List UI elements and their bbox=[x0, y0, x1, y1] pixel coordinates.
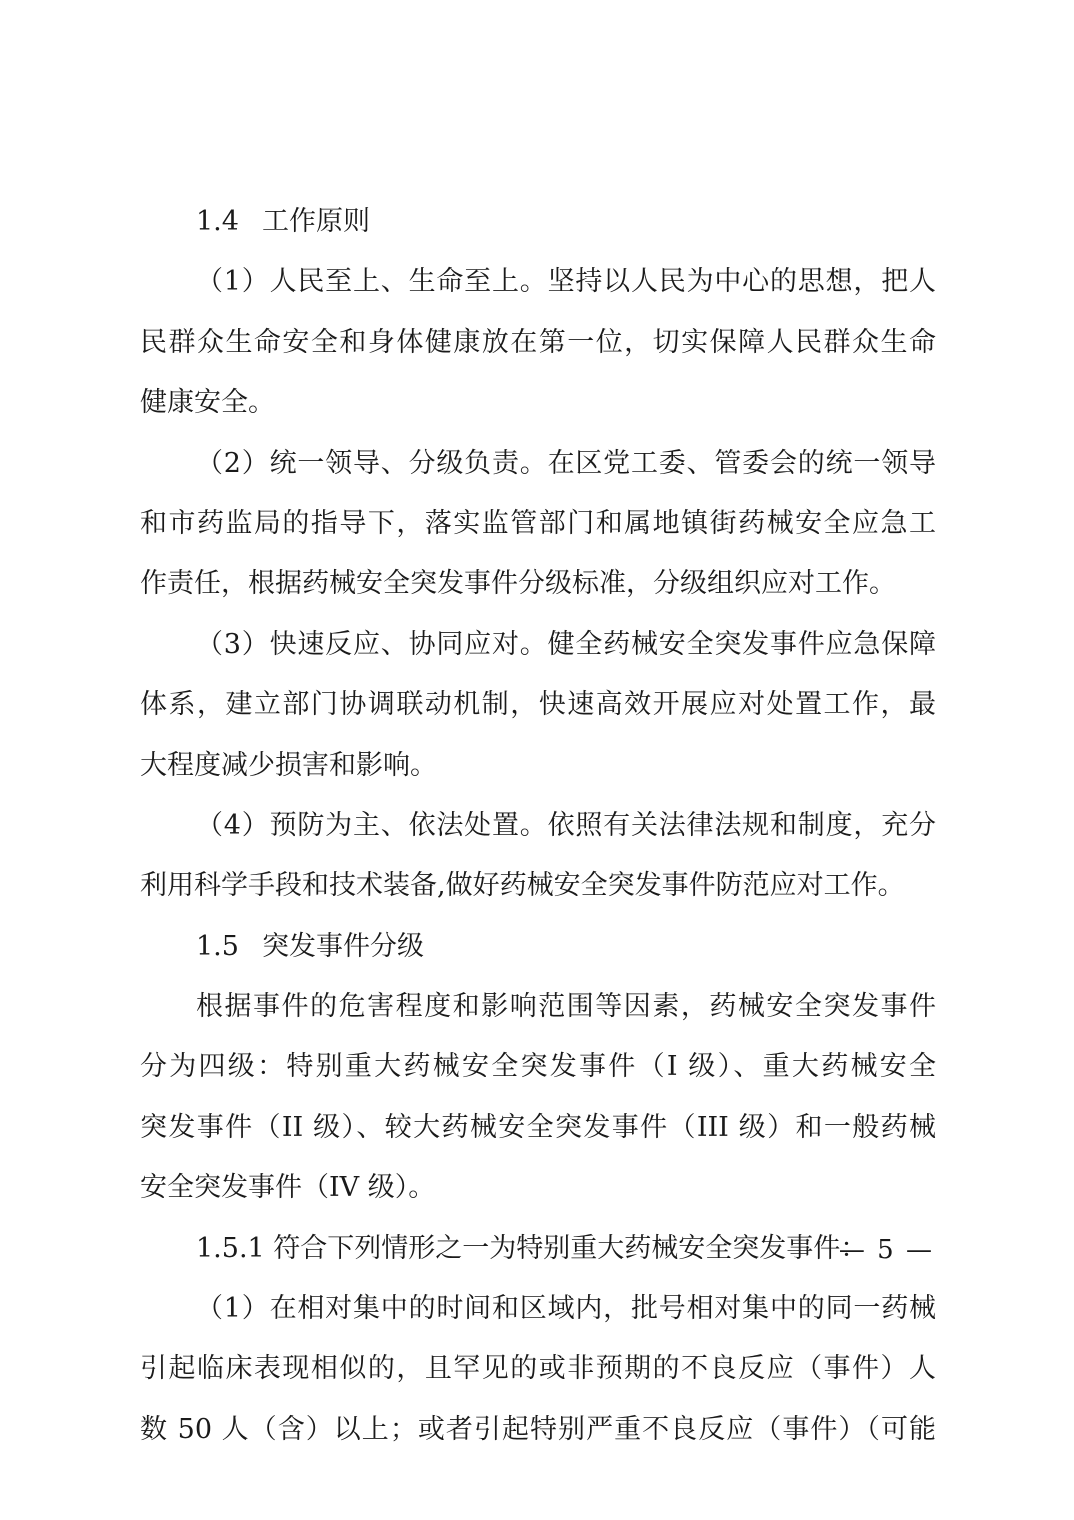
paragraph-line: 健康安全。 bbox=[140, 387, 275, 419]
paragraph-line: 根据事件的危害程度和影响范围等因素，药械安全突发事件 bbox=[196, 991, 936, 1023]
paragraph-line: （4）预防为主、依法处置。依照有关法律法规和制度，充分 bbox=[196, 809, 936, 841]
paragraph-line: 安全突发事件（IV 级）。 bbox=[140, 1172, 436, 1204]
section-title: 工作原则 bbox=[262, 206, 370, 237]
document-body bbox=[140, 192, 936, 1460]
subsection-heading-1-5-1: 1.5.1 符合下列情形之一为特别重大药械安全突发事件： bbox=[196, 1232, 868, 1264]
paragraph-line: 作责任，根据药械安全突发事件分级标准，分级组织应对工作。 bbox=[140, 568, 896, 600]
paragraph-line: 和市药监局的指导下，落实监管部门和属地镇街药械安全应急工 bbox=[140, 507, 936, 539]
paragraph-line: 分为四级：特别重大药械安全突发事件（I 级）、重大药械安全 bbox=[140, 1051, 936, 1083]
section-number: 1.5 bbox=[196, 930, 239, 962]
paragraph-line: 引起临床表现相似的，且罕见的或非预期的不良反应（事件）人 bbox=[140, 1353, 936, 1385]
paragraph-line: 数 50 人（含）以上；或者引起特别严重不良反应（事件）（可能 bbox=[140, 1413, 936, 1445]
page-number: — 5 — bbox=[838, 1235, 934, 1265]
section-heading-1-4 bbox=[140, 192, 936, 252]
section-number: 1.4 bbox=[196, 206, 239, 237]
paragraph-line: （2）统一领导、分级负责。在区党工委、管委会的统一领导 bbox=[196, 447, 936, 479]
paragraph-line: 突发事件（II 级）、较大药械安全突发事件（III 级）和一般药械 bbox=[140, 1111, 936, 1143]
paragraph-line: （1）在相对集中的时间和区域内，批号相对集中的同一药械 bbox=[196, 1293, 936, 1325]
section-title: 突发事件分级 bbox=[262, 930, 424, 962]
paragraph-line: 利用科学手段和技术装备,做好药械安全突发事件防范应对工作。 bbox=[140, 870, 905, 902]
paragraph-line: （1）人民至上、生命至上。坚持以人民为中心的思想，把人 bbox=[196, 266, 936, 298]
paragraph-line: 民群众生命安全和身体健康放在第一位，切实保障人民群众生命 bbox=[140, 326, 936, 358]
paragraph-line: 大程度减少损害和影响。 bbox=[140, 749, 437, 781]
paragraph-line: 体系，建立部门协调联动机制，快速高效开展应对处置工作，最 bbox=[140, 689, 936, 721]
paragraph-line: （3）快速反应、协同应对。健全药械安全突发事件应急保障 bbox=[196, 628, 936, 660]
section-heading-1-5 bbox=[140, 917, 936, 977]
